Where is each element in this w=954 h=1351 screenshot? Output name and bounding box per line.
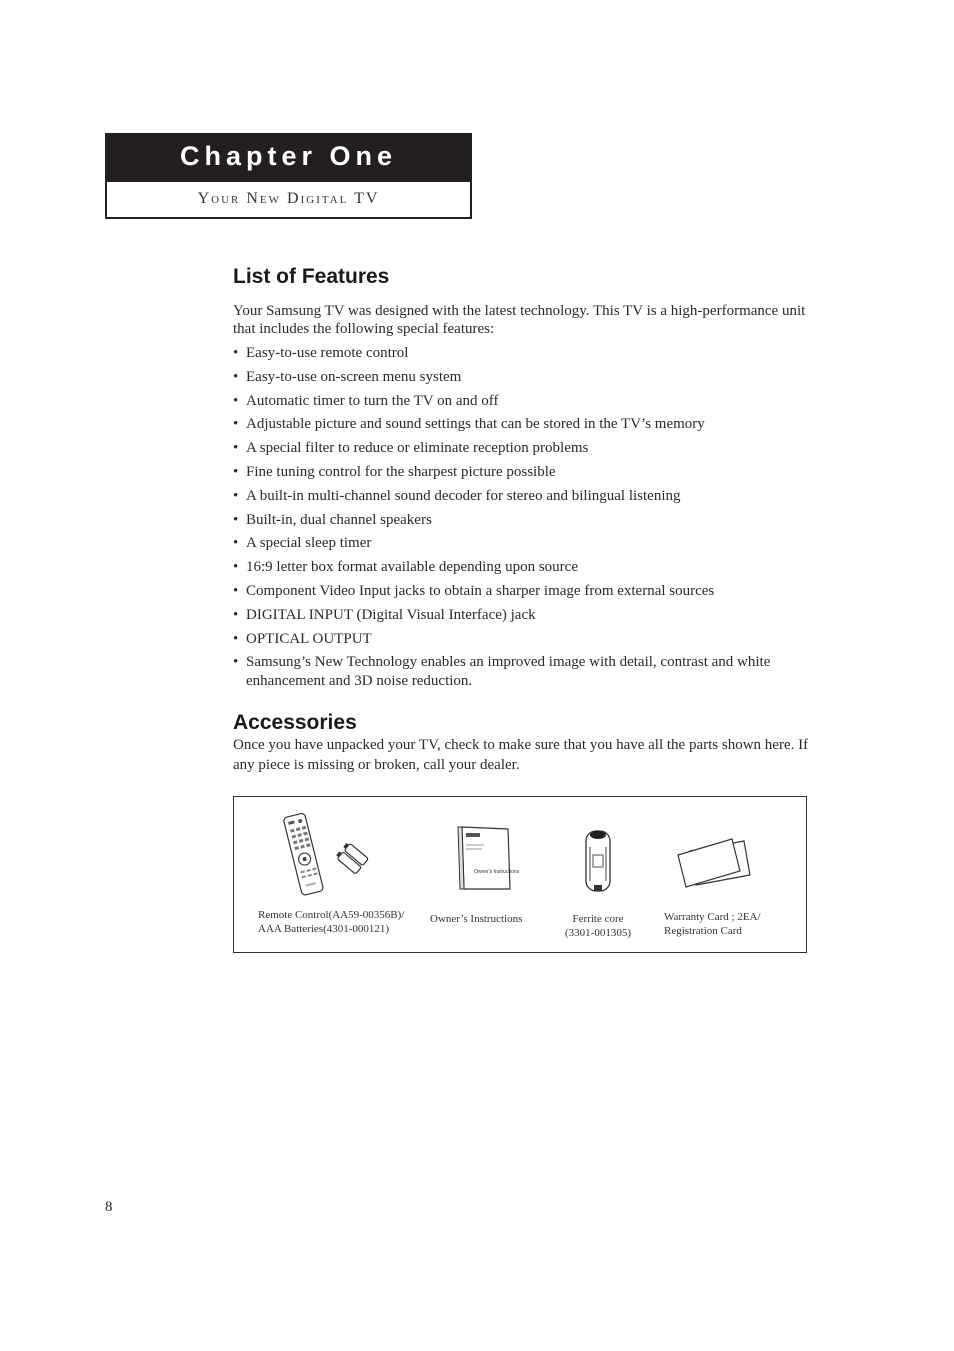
feature-item: • OPTICAL OUTPUT	[233, 630, 823, 649]
accessory-manual	[430, 825, 540, 926]
feature-item: • A built-in multi-channel sound decoder for stereo and bilingual listening	[233, 487, 823, 506]
features-heading: List of Features	[233, 265, 390, 288]
accessory-remote	[258, 811, 408, 936]
feature-item: • Automatic timer to turn the TV on and off	[233, 392, 823, 411]
feature-item: • Built-in, dual channel speakers	[233, 511, 823, 530]
feature-item: • Easy-to-use remote control	[233, 344, 823, 363]
accessory-ferrite	[560, 825, 636, 940]
accessories-box	[233, 796, 807, 953]
features-list	[233, 344, 823, 691]
accessory-ferrite-label: Ferrite core (3301-001305)	[565, 913, 631, 939]
chapter-header	[105, 133, 472, 221]
remote-control-icon	[258, 811, 408, 897]
feature-item: • Samsung’s New Technology enables an improved image with detail, contrast and white enhancement and 3D noise reduction.	[233, 653, 823, 691]
svg-text:Owner's Instructions: Owner's Instructions	[474, 869, 520, 875]
chapter-subtitle: Your New Digital TV	[105, 182, 472, 219]
feature-item: • Adjustable picture and sound settings that can be stored in the TV’s memory	[233, 415, 823, 434]
accessory-warranty-label: Warranty Card ; 2EA/ Registration Card	[664, 911, 761, 937]
accessories-intro: Once you have unpacked your TV, check to make sure that you have all the parts shown here. If any piece is missing or broken, call your dealer.	[233, 737, 809, 774]
feature-item: • 16:9 letter box format available depending upon source	[233, 558, 823, 577]
feature-item: • DIGITAL INPUT (Digital Visual Interface) jack	[233, 606, 823, 625]
ferrite-core-icon	[578, 825, 618, 897]
chapter-title: Chapter One	[105, 133, 472, 182]
feature-item: • Easy-to-use on-screen menu system	[233, 368, 823, 387]
page-number: 8	[105, 1199, 113, 1215]
warranty-card-icon	[674, 835, 754, 891]
manual-book-icon	[454, 825, 520, 893]
main-content	[233, 265, 823, 775]
features-intro: Your Samsung TV was designed with the latest technology. This TV is a high-performance unit that includes the following special features:	[233, 303, 806, 337]
feature-item: • A special sleep timer	[233, 534, 823, 553]
feature-item: • A special filter to reduce or eliminate reception problems	[233, 439, 823, 458]
feature-item: • Fine tuning control for the sharpest picture possible	[233, 463, 823, 482]
accessory-warranty	[664, 835, 761, 938]
accessory-remote-label: Remote Control(AA59-00356B)/ AAA Batteries(4301-000121)	[258, 909, 405, 935]
feature-item: • Component Video Input jacks to obtain a sharper image from external sources	[233, 582, 823, 601]
accessory-manual-label: Owner’s Instructions	[430, 913, 523, 925]
batteries-icon	[335, 841, 369, 874]
accessories-heading: Accessories	[233, 711, 357, 735]
